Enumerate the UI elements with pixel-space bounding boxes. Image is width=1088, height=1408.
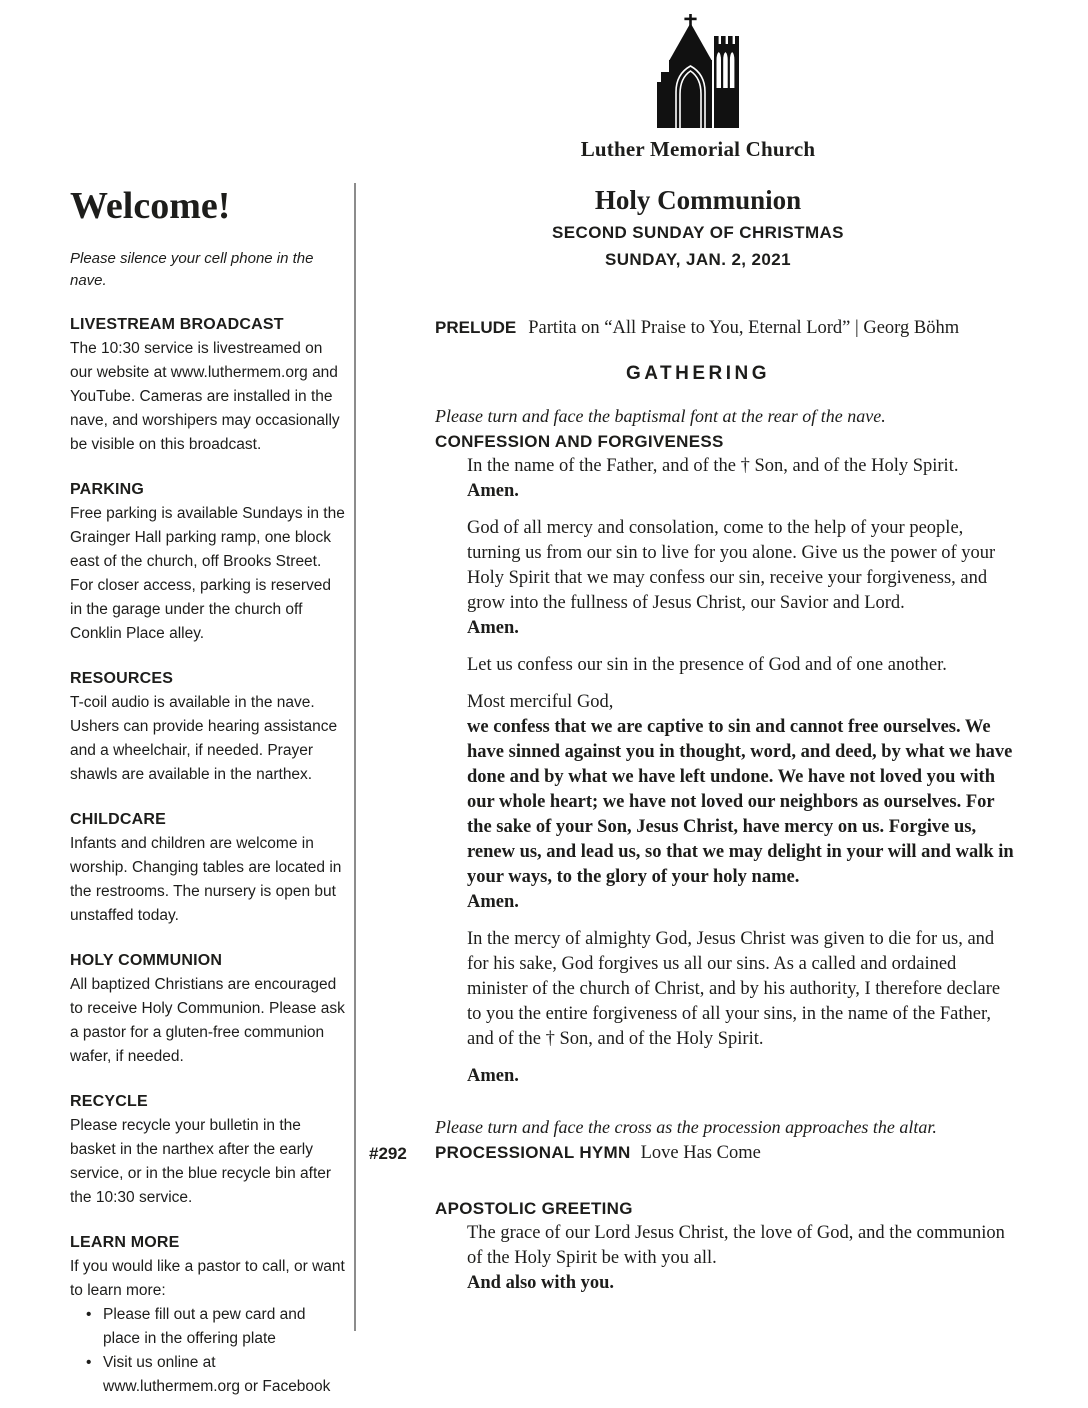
response-line: In the mercy of almighty God, Jesus Christ was given to die for us, and for his sake, God forgives us all our sins. As a called and ordained minister of the church of Christ, and by his authority, I therefore declare to you the entire forgiveness of all your sins, in the name of the Father, and of the † Son, and of the Holy Spirit. [467,929,1001,1049]
info-body: Infants and children are welcome in worship. Changing tables are located in the restrooms. The nursery is open but unstaffed today. [70,834,342,924]
response-bold-line: Amen. [467,618,519,638]
info-heading: LEARN MORE [70,1233,180,1251]
info-section [70,481,346,646]
info-heading: CHILDCARE [70,810,167,828]
info-section [70,1234,346,1399]
welcome-title: Welcome! [70,185,231,227]
heading-line: CONFESSION AND FORGIVENESS [435,432,724,451]
info-heading: RECYCLE [70,1092,148,1110]
info-body: Free parking is available Sundays in the Grainger Hall parking ramp, one block east of the church, off Brooks Street. For closer access, parking is reserved in the garage under the church off Conklin Place alley. [70,504,345,642]
response-bold-line: And also with you. [467,1273,615,1293]
response-line: In the name of the Father, and of the † Son, and of the Holy Spirit. [467,456,959,476]
liturgy-flow [369,404,1015,1296]
info-heading: RESOURCES [70,669,174,687]
silence-note: Please silence your cell phone in the nave. [70,249,314,289]
info-heading: PARKING [70,480,144,498]
service-title: Holy Communion [594,185,802,215]
bullet-item: • Please fill out a pew card and place in the offering plate [86,1303,346,1351]
hymn-line [369,1140,1015,1166]
heading-line: APOSTOLIC GREETING [435,1199,633,1218]
info-body: All baptized Christians are encouraged to receive Holy Communion. Please ask a pastor for a gluten-free communion wafer, if needed. [70,975,345,1065]
bullet-item: • Visit us online at www.luthermem.org or Facebook [86,1351,346,1399]
rubric-line: Please turn and face the cross as the procession approaches the altar. [435,1117,937,1137]
info-section [70,811,346,928]
service-column [356,185,1040,1296]
church-icon [656,14,740,128]
info-heading: LIVESTREAM BROADCAST [70,315,284,333]
hymn-number: #292 [369,1144,407,1163]
info-body: If you would like a pastor to call, or want to learn more: [70,1257,345,1299]
info-heading: HOLY COMMUNION [70,951,223,969]
info-body: Please recycle your bulletin in the basket in the narthex after the early service, or in the blue recycle bin after the 10:30 service. [70,1116,332,1206]
response-bold-line: Amen. [467,1066,519,1086]
response-bold-line: we confess that we are captive to sin and cannot free ourselves. We have sinned against you in thought, word, and deed, by what we have done and by what we have left undone. We have not loved you with our whole heart; we have not loved our neighbors as ourselves. For the sake of your Son, Jesus Christ, have mercy on us. Forgive us, renew us, and lead us, so that we may delight in your will and walk in your ways, to the glory of your holy name. [467,717,1014,887]
church-name: Luther Memorial Church [580,137,816,161]
response-line: God of all mercy and consolation, come to the help of your people, turning us from our sin to live for you alone. Give us the power of your Holy Spirit that we may confess our sin, receive your forgiveness, and grow into the fullness of Jesus Christ, our Savior and Lord. [467,518,996,613]
bullet-list [70,1303,346,1399]
response-line: The grace of our Lord Jesus Christ, the love of God, and the communion of the Holy Spirit be with you all. [467,1223,1005,1268]
hymn-title: Love Has Come [640,1143,761,1163]
welcome-column [70,186,346,1399]
hymn-label: PROCESSIONAL HYMN [435,1143,631,1162]
info-section [70,952,346,1069]
gathering-heading: GATHERING [625,363,771,384]
prelude-line [435,318,1015,339]
response-line: Most merciful God, [467,692,614,712]
service-subtitle-day: SECOND SUNDAY OF CHRISTMAS [552,223,844,242]
rubric-line: Please turn and face the baptismal font at the rear of the nave. [435,406,886,426]
prelude-text: Partita on “All Praise to You, Eternal Lord” | Georg Böhm [528,318,960,338]
info-sections [70,316,346,1399]
response-bold-line: Amen. [467,481,519,501]
info-body: T-coil audio is available in the nave. Ushers can provide hearing assistance and a wheelchair, if needed. Prayer shawls are available in the narthex. [70,693,338,783]
masthead [356,14,1040,162]
service-subtitle-date: SUNDAY, JAN. 2, 2021 [605,250,791,269]
info-section [70,670,346,787]
response-line: Let us confess our sin in the presence of God and of one another. [467,655,947,675]
prelude-label: PRELUDE [435,318,517,337]
response-bold-line: Amen. [467,892,519,912]
info-section [70,316,346,457]
info-section [70,1093,346,1210]
info-body: The 10:30 service is livestreamed on our website at www.luthermem.org and YouTube. Cameras are installed in the nave, and worshipers may occasionally be visible on this broadcast. [70,339,340,453]
